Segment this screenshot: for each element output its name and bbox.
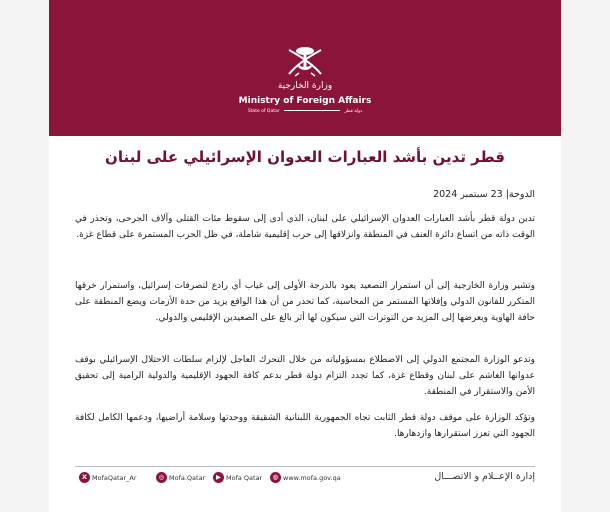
x-icon: X [79, 472, 90, 483]
dateline: الدوحة| 23 سبتمبر 2024 [433, 189, 535, 200]
state-label [49, 109, 561, 114]
paragraph-2: وتشير وزارة الخارجية إلى أن استمرار التصعيد يعود بالدرجة الأولى إلى غياب أي رادع لتصرفات إسرائيل، واستمرار خرقها المتكرر للقانون الدولي وإفلاتها المستمر من المحاسبة، كما تحذر من أن هذا الواقع يزيد من حدة الأزمات ويضع المنطقة على حافة الهاوية ويعرضها إلى المزيد من التوترات التي سيكون لها أثر بالغ على الصعيدين الإقليمي والدولي. [75, 281, 535, 323]
ministry-name-arabic: وزارة الخارجية [277, 81, 333, 91]
state-divider [284, 110, 340, 111]
statement-card [49, 0, 561, 512]
footer-divider [75, 466, 535, 467]
instagram-icon: ◎ [156, 472, 167, 483]
statement-title: قطر تدين بأشد العبارات العدوان الإسرائيلي على لبنان [105, 148, 505, 166]
website-url: www.mofa.gov.qa [283, 473, 341, 482]
qatar-emblem-icon [283, 40, 327, 84]
department-name: إدارة الإعــلام و الاتصـــال [434, 471, 535, 482]
header-banner [49, 0, 561, 136]
social-instagram-link[interactable] [156, 472, 205, 483]
globe-icon: ◍ [270, 472, 281, 483]
social-handle: Mofa Qatar [226, 473, 263, 482]
state-label-en: State of Qatar [247, 109, 280, 114]
website-link[interactable] [270, 472, 341, 483]
ministry-name-english: Ministry of Foreign Affairs [238, 96, 372, 106]
state-label-ar: دولة قطر [344, 109, 363, 114]
social-youtube-link[interactable] [213, 472, 262, 483]
social-handle: MofaQatar_Ar [92, 473, 137, 482]
social-x-link[interactable] [79, 472, 137, 483]
footer [75, 472, 535, 490]
paragraph-1: تدين دولة قطر بأشد العبارات العدوان الإسرائيلي على لبنان، الذي أدى إلى سقوط مئات القتلى وآلاف الجرحى، وتحذر في الوقت ذاته من اتساع دائرة العنف في المنطقة وانزلاقها إلى حرب إقليمية شاملة، في ظل الحرب المستمرة على قطاع غزة. [75, 214, 535, 240]
youtube-icon: ▶ [213, 472, 224, 483]
paragraph-3: وتدعو الوزارة المجتمع الدولي إلى الاضطلاع بمسؤولياته من خلال التحرك العاجل لإلزام سلطات الاحتلال الإسرائيلي بوقف عدوانها الغاشم على لبنان وقطاع غزة، كما تجدد التزام دولة قطر بدعم كافة الجهود الإقليمية والدولية الرامية إلى تحقيق الأمن والاستقرار في المنطقة. [75, 355, 535, 397]
social-handle: Mofa.Qatar [169, 473, 206, 482]
paragraph-4: وتؤكد الوزارة على موقف دولة قطر الثابت تجاه الجمهورية اللبنانية الشقيقة ووحدتها وسلامة أراضيها، ودعمها الكامل لكافة الجهود التي تعزز استقرارها وازدهارها. [75, 413, 535, 439]
